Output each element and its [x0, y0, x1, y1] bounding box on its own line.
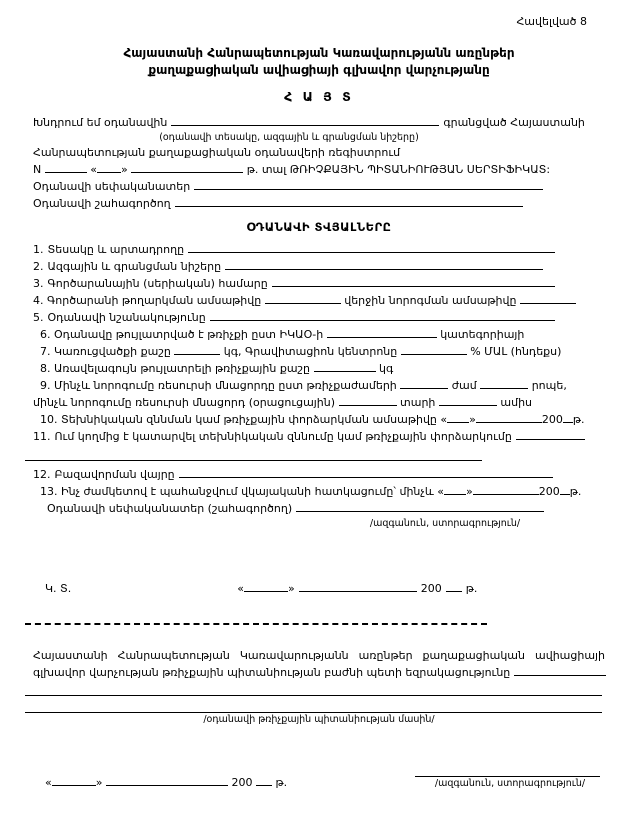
item-label: կգ, Գրավիտացիոն կենտրոնը: [223, 345, 398, 358]
month-blank: [106, 774, 228, 786]
item-1: [25, 241, 605, 258]
year-blank: [446, 580, 462, 592]
laquo-char: «: [45, 776, 52, 789]
aircraft-type-caption: (օդանավի տեսակը, ազգային և գրանցման նիշերը): [159, 132, 419, 143]
owner-label: Օդանավի սեփականատեր: [33, 180, 191, 193]
request-line: [25, 114, 605, 131]
form-title: Հ Ա Յ Տ: [284, 89, 354, 104]
footer-signature-block: [415, 764, 605, 790]
year-blank: [563, 411, 573, 423]
year-suffix: թ.: [569, 485, 582, 498]
signature-caption: /ազգանուն, ստորագրություն/: [369, 518, 521, 529]
laquo-char: «: [440, 413, 448, 426]
item-number: 12.: [33, 468, 51, 481]
fill-blank: [265, 292, 341, 304]
issue-line-text: թ. տալ ԹՌԻՉՔԱՅԻՆ ՊԻՏԱՆԻՈՒԹՅԱՆ ՍԵՐՏԻՖԻԿԱՏ:: [246, 163, 551, 176]
item-label: % ՄԱԼ (հնդեքս): [470, 345, 562, 358]
year-prefix: 200: [420, 582, 442, 595]
item-label: Գործարանային (սերիական) համարը: [47, 277, 268, 290]
fill-blank: [516, 428, 585, 440]
footer-date-group: [45, 776, 102, 789]
conclusion-blank-2: [25, 696, 602, 713]
owner-line: [25, 178, 605, 195]
operator-label: Օդանավի շահագործող: [33, 197, 171, 210]
item-number: 6.: [40, 328, 51, 341]
year-suffix: թ.: [275, 776, 288, 789]
item-5: [25, 309, 605, 326]
item-number: 10.: [40, 413, 58, 426]
item-6: [25, 326, 605, 343]
item-label: ժամ: [451, 379, 477, 392]
year-suffix: թ.: [465, 582, 478, 595]
footer-row: [25, 762, 605, 791]
fill-blank: [327, 326, 437, 338]
fill-blank: [210, 309, 555, 321]
item-label: րոպե,: [531, 379, 567, 392]
request-pre-text: Խնդրում եմ օդանավին: [33, 116, 168, 129]
appendix-label: Հավելված 8: [516, 15, 587, 28]
item-label: մինչև նորոգումը ռեսուրսի մնացորդ (օրացուցային): [33, 396, 336, 409]
item-number: 7.: [40, 345, 51, 358]
day-blank: [52, 774, 96, 786]
item-4: [25, 292, 605, 309]
laquo-char: «: [437, 485, 444, 498]
item-9-line-1: [25, 377, 605, 394]
item-label: տարի: [400, 396, 436, 409]
number-blank: [45, 161, 87, 173]
fill-blank: [225, 258, 543, 270]
item-number: 5.: [33, 311, 44, 324]
seal-date-line: [25, 580, 605, 597]
year-prefix: 200: [538, 485, 560, 498]
item-3: [25, 275, 605, 292]
item-8: [25, 360, 605, 377]
month-blank: [299, 580, 417, 592]
conclusion-line-1: Հայաստանի Հանրապետության Կառավարությանն առընթեր քաղաքացիական ավիացիայի: [33, 649, 605, 662]
footer-signature-caption: /ազգանուն, ստորագրություն/: [434, 778, 586, 789]
day-blank: [97, 161, 121, 173]
item-number: 9.: [40, 379, 51, 392]
item-number: 1.: [33, 243, 44, 256]
item-label: կգ: [379, 362, 394, 375]
item-label: Ազգային և գրանցման նիշերը: [47, 260, 222, 273]
fill-blank: [480, 377, 528, 389]
date-group: [437, 485, 581, 498]
month-blank: [131, 161, 243, 173]
fill-blank: [339, 394, 397, 406]
item-label: Օդանավը թույլատրված է թռիչքի ըստ ԻԿԱՕ-ի: [54, 328, 324, 341]
fill-blank: [439, 394, 497, 406]
day-blank: [447, 411, 469, 423]
owner-sign-label: Օդանավի սեփականատեր (շահագործող): [47, 502, 293, 515]
item-label: Տեխնիկական զննման կամ թռիչքային փորձարկման ամսաթիվը: [61, 413, 437, 426]
raquo-char: »: [120, 163, 128, 176]
register-line: Հանրապետության քաղաքացիական օդանավերի ռեգիստրում: [33, 146, 401, 159]
item-2: [25, 258, 605, 275]
item-10: [25, 411, 605, 428]
operator-line: [25, 195, 605, 212]
request-post-text: գրանցված Հայաստանի: [443, 116, 585, 129]
dashed-separator: [25, 623, 487, 625]
fill-blank: [174, 343, 220, 355]
raquo-char: »: [288, 582, 295, 595]
conclusion-caption: /օդանավի թռիչքային պիտանիության մասին/: [203, 714, 435, 725]
owner-signature-line: [25, 500, 605, 517]
owner-blank: [194, 178, 543, 190]
item-label: վերջին նորոգման ամսաթիվը: [344, 294, 517, 307]
raquo-char: »: [469, 413, 476, 426]
item-11: [25, 428, 605, 445]
raquo-char: »: [466, 485, 473, 498]
year-prefix: 200: [231, 776, 253, 789]
year-prefix: 200: [541, 413, 563, 426]
day-blank: [244, 580, 288, 592]
item-label: կատեգորիայի: [440, 328, 525, 341]
year-blank: [256, 774, 272, 786]
item-label: Տեսակը և արտադրողը: [47, 243, 185, 256]
item-number: 4.: [33, 294, 44, 307]
aircraft-name-blank: [171, 114, 439, 126]
signature-blank: [296, 500, 544, 512]
item-label: Կառուցվածքի քաշը: [54, 345, 171, 358]
addressee-line-2: քաղաքացիական ավիացիայի գլխավոր վարչությանը: [148, 63, 490, 77]
laquo-char: «: [237, 582, 245, 595]
seal-label: Կ. Տ.: [45, 582, 72, 595]
item-number: 8.: [40, 362, 51, 375]
item-label: Օդանավի նշանակությունը: [47, 311, 206, 324]
aircraft-data-list: [25, 241, 605, 530]
month-blank: [473, 483, 539, 495]
number-label: N: [33, 163, 42, 176]
item-13: [25, 483, 605, 500]
item-label: Ինչ ժամկետով է պահանջվում վկայականի հատկացումը՝ մինչև: [61, 485, 434, 498]
conclusion-blank-1: [25, 685, 602, 696]
fill-blank: [314, 360, 376, 372]
item-label: Ում կողմից է կատարվել տեխնիկական զննումը կամ թռիչքային փորձարկումը: [54, 430, 512, 443]
item-label: Բազավորման վայրը: [54, 468, 175, 481]
conclusion-line-2: [25, 664, 605, 681]
item-number: 3.: [33, 277, 44, 290]
footer-signature-blank: [415, 764, 600, 777]
date-quoted-group: [90, 163, 127, 176]
item-label: Առավելագույն թույլատրելի թռիչքային քաշը: [54, 362, 311, 375]
year-suffix: թ.: [572, 413, 585, 426]
conclusion-text: գլխավոր վարչության թռիչքային պիտանիության բաժնի պետի եզրակացությունը: [33, 666, 511, 679]
item-7: [25, 343, 605, 360]
seal-date-group: [237, 580, 294, 597]
item-label: Մինչև նորոգումը ռեսուրսի մնացորդը ըստ թռիչքաժամերի: [54, 379, 397, 392]
fill-blank: [272, 275, 555, 287]
certificate-number-line: [25, 161, 605, 178]
item-number: 13.: [40, 485, 58, 498]
addressee-line-1: Հայաստանի Հանրապետության Կառավարությանն առընթեր: [123, 46, 515, 60]
date-group: [440, 413, 584, 426]
fill-blank: [188, 241, 555, 253]
raquo-char: »: [95, 776, 103, 789]
laquo-char: «: [90, 163, 97, 176]
item-label: Գործարանի թողարկման ամսաթիվը: [47, 294, 262, 307]
footer-date-line: [37, 774, 287, 791]
section-heading: ՕԴԱՆԱՎԻ ՏՎՅԱԼՆԵՐԸ: [246, 220, 392, 234]
operator-blank: [175, 195, 523, 207]
day-blank: [444, 483, 466, 495]
fill-blank: [401, 343, 467, 355]
item-9-line-2: [25, 394, 605, 411]
fill-blank: [179, 466, 553, 478]
item-12: [25, 466, 605, 483]
fill-blank: [400, 377, 448, 389]
item-11-continuation-blank: [25, 446, 482, 461]
item-number: 11.: [33, 430, 51, 443]
item-label: ամիս: [500, 396, 533, 409]
month-blank: [476, 411, 542, 423]
fill-blank: [514, 664, 606, 676]
fill-blank: [520, 292, 576, 304]
year-blank: [560, 483, 570, 495]
item-number: 2.: [33, 260, 44, 273]
